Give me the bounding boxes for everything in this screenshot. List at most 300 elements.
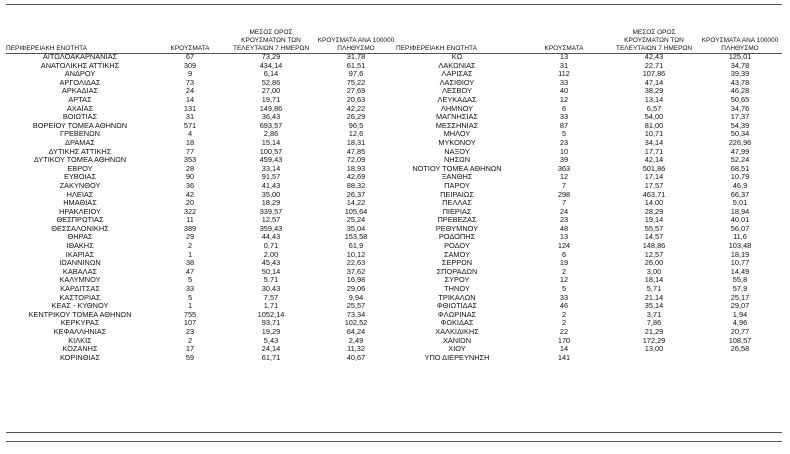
avg-7-days-value: 18,29 [261,199,281,208]
table-row [396,70,782,79]
avg-7-days-value: 0,71 [263,242,279,251]
avg-7-days-value: 359,43 [259,224,283,233]
avg-7-days-value: 28,29 [644,207,664,216]
region-name: ΡΕΘΥΜΝΟΥ [435,224,479,233]
per-100k-value: 5,01 [732,199,748,208]
table-row [396,156,782,165]
per-100k-value: 31,78 [346,53,366,61]
per-100k-value: 42,69 [346,173,366,182]
avg-7-days-value: 3,71 [646,310,662,319]
cases-value: 389 [183,224,197,233]
cases-value: 73 [185,78,195,87]
per-100k-value: 26,29 [346,113,366,122]
table-row [6,191,396,200]
region-name: ΔΡΑΜΑΣ [65,138,95,147]
region-name: ΓΡΕΒΕΝΩΝ [60,130,100,139]
avg-7-days-value: 30,43 [261,285,281,294]
per-100k-value: 153,58 [344,233,368,242]
cases-value: 755 [183,310,197,319]
table-row [396,165,782,174]
avg-7-days-value: 44,43 [261,233,281,242]
region-name: ΛΑΣΙΘΙΟΥ [439,78,475,87]
avg-7-days-value: 93,71 [261,319,281,328]
table-row [6,165,396,174]
per-100k-value: 17,37 [730,113,750,122]
per-100k-value: 226,96 [728,138,752,147]
cases-value: 33 [559,78,569,87]
cases-value: 10 [559,147,569,156]
avg-7-days-value: 6,57 [646,104,662,113]
table-row [396,139,782,148]
avg-7-days-value: 42,14 [644,156,664,165]
table-row [396,53,782,62]
avg-7-days-value: 54,00 [644,113,664,122]
table-row [6,302,396,311]
region-name: ΣΕΡΡΩΝ [441,259,473,268]
region-name: ΘΕΣΣΑΛΟΝΙΚΗΣ [51,224,109,233]
region-name: ΚΙΛΚΙΣ [68,336,92,345]
per-100k-value: 108,57 [728,336,752,345]
region-name: ΑΡΚΑΔΙΑΣ [61,87,99,96]
header-cases: ΚΡΟΥΣΜΑΤΑ [170,45,210,52]
per-100k-value: 43,78 [730,78,750,87]
per-100k-value: 55,8 [732,276,748,285]
cases-value: 2 [561,319,567,328]
cases-value: 9 [187,70,193,79]
per-100k-value: 12,6 [348,130,364,139]
table-row [396,285,782,294]
per-100k-value: 66,37 [730,190,750,199]
table-row [396,319,782,328]
per-100k-value: 40,67 [346,353,366,362]
per-100k-value: 14,49 [730,267,750,276]
cases-value: 2 [187,242,193,251]
table-row [396,216,782,225]
per-100k-value: 26,37 [346,190,366,199]
per-100k-value: 40,01 [730,216,750,225]
cases-value: 1 [187,302,193,311]
per-100k-value: 16,98 [346,276,366,285]
region-name: ΣΑΜΟΥ [443,250,471,259]
region-name: ΙΩΑΝΝΙΝΩΝ [59,259,101,268]
table-row [6,319,396,328]
avg-7-days-value: 2,86 [263,130,279,139]
per-100k-value: 25,24 [346,216,366,225]
cases-value: 46 [559,302,569,311]
cases-value: 87 [559,121,569,130]
regions-table-left [6,13,396,362]
avg-7-days-value: 73,29 [261,53,281,61]
cases-value: 23 [185,328,195,336]
cases-value: 2 [187,336,193,345]
bottom-rule-2 [6,441,782,442]
cases-value: 5 [187,276,193,285]
cases-value: 4 [187,130,193,139]
avg-7-days-value: 12,57 [644,250,664,259]
cases-value: 12 [559,95,569,104]
per-100k-value: 46,28 [730,87,750,96]
cases-value: 13 [559,53,569,61]
header-avg-line: ΤΕΛΕΥΤΑΙΩΝ 7 ΗΜΕΡΩΝ [615,45,693,52]
per-100k-value: 27,69 [346,87,366,96]
table-row [6,87,396,96]
region-name: ΚΑΣΤΟΡΙΑΣ [59,293,101,302]
per-100k-value: 20,77 [730,328,750,336]
table-row [396,276,782,285]
avg-7-days-value: 41,43 [261,181,281,190]
region-name: ΚΑΡΔΙΤΣΑΣ [60,285,100,294]
header-avg-line: ΤΕΛΕΥΤΑΙΩΝ 7 ΗΜΕΡΩΝ [232,45,310,52]
region-name: ΑΡΤΑΣ [68,95,92,104]
cases-value: 42 [185,190,195,199]
region-name: ΗΡΑΚΛΕΙΟΥ [59,207,101,216]
table-row [396,199,782,208]
region-name: ΑΝΑΤΟΛΙΚΗΣ ΑΤΤΙΚΗΣ [40,61,120,70]
cases-value: 90 [185,173,195,182]
per-100k-value: 105,64 [344,207,368,216]
avg-7-days-value: 36,43 [261,113,281,122]
table-row [6,148,396,157]
avg-7-days-value: 38,29 [644,87,664,96]
avg-7-days-value: 26,00 [644,259,664,268]
region-name: ΘΗΡΑΣ [67,233,93,242]
table-row [6,294,396,303]
region-name: ΦΘΙΩΤΙΔΑΣ [436,302,478,311]
per-100k-value: 34,76 [730,104,750,113]
avg-7-days-value: 459,43 [259,156,283,165]
cases-value: 22 [559,328,569,336]
avg-7-days-value: 27,00 [261,87,281,96]
per-100k-value: 1,94 [732,310,748,319]
avg-7-days-value: 463,71 [642,190,666,199]
table-row [6,328,396,337]
table-row [396,259,782,268]
avg-7-days-value: 2,00 [263,250,279,259]
region-name: ΑΧΑΪΑΣ [66,104,94,113]
table-row [6,53,396,62]
cases-value: 12 [559,173,569,182]
per-100k-value: 96,5 [348,121,364,130]
avg-7-days-value: 17,57 [644,181,664,190]
region-name: ΧΙΟΥ [448,345,466,354]
table-row [396,96,782,105]
avg-7-days-value: 19,71 [261,95,281,104]
table-row [6,345,396,354]
cases-value: 19 [559,259,569,268]
region-name: ΚΟΡΙΝΘΙΑΣ [59,353,101,362]
cases-value: 40 [559,87,569,96]
avg-7-days-value: 17,71 [644,147,664,156]
cases-value: 7 [561,199,567,208]
per-100k-value: 18,31 [346,138,366,147]
region-name: ΜΥΚΟΝΟΥ [438,138,476,147]
cases-value: 1 [187,250,193,259]
table-row [6,62,396,71]
table-row [396,337,782,346]
avg-7-days-value: 107,86 [642,70,666,79]
header-region: ΠΕΡΙΦΕΡΕΙΑΚΗ ΕΝΟΤΗΤΑ [396,45,477,52]
table-row [396,311,782,320]
region-name: ΛΕΥΚΑΔΑΣ [437,95,477,104]
region-name: ΛΑΡΙΣΑΣ [441,70,473,79]
cases-value: 107 [183,319,197,328]
per-100k-value: 29,06 [346,285,366,294]
table-row [396,105,782,114]
region-name: ΘΕΣΠΡΩΤΙΑΣ [56,216,104,225]
region-name: ΚΩ [451,53,463,61]
avg-7-days-value: 52,86 [261,78,281,87]
cases-value: 24 [559,207,569,216]
avg-7-days-value: 45,43 [261,259,281,268]
region-name: ΚΕΑΣ - ΚΥΘΝΟΥ [51,302,109,311]
avg-7-days-value: 149,86 [259,104,283,113]
region-name: ΚΑΛΥΜΝΟΥ [59,276,101,285]
region-name: ΕΥΒΟΙΑΣ [63,173,97,182]
table-row [6,285,396,294]
table-row [396,87,782,96]
avg-7-days-value: 81,00 [644,121,664,130]
region-name: ΛΕΣΒΟΥ [442,87,472,96]
table-row [396,328,782,337]
per-100k-value: 14,22 [346,199,366,208]
avg-7-days-value: 100,57 [259,147,283,156]
avg-7-days-value: 339,57 [259,207,283,216]
region-name: ΚΕΝΤΡΙΚΟΥ ΤΟΜΕΑ ΑΘΗΝΩΝ [28,310,132,319]
per-100k-value: 29,07 [730,302,750,311]
cases-value: 31 [559,61,569,70]
cases-value: 18 [185,138,195,147]
region-name: ΥΠΟ ΔΙΕΡΕΥΝΗΣΗ [424,353,490,362]
avg-7-days-value: 13,00 [644,345,664,354]
table-row [6,242,396,251]
per-100k-value: 11,6 [733,233,747,242]
header-per100k-line: ΠΛΗΘΥΣΜΟ [337,45,375,52]
table-row [6,182,396,191]
per-100k-value: 2,49 [348,336,364,345]
avg-7-days-value: 42,43 [644,53,664,61]
table-row [396,354,782,363]
region-name: ΚΑΒΑΛΑΣ [62,267,98,276]
avg-7-days-value: 34,14 [644,138,664,147]
table-row [6,79,396,88]
table-row [396,302,782,311]
table-row [6,268,396,277]
cases-value: 17 [185,345,195,354]
region-name: ΒΟΡΕΙΟΥ ΤΟΜΕΑ ΑΘΗΝΩΝ [32,121,128,130]
cases-value: 14 [559,345,569,354]
table-row [6,259,396,268]
table-row [396,173,782,182]
per-100k-value: 68,51 [730,164,750,173]
per-100k-value: 52,24 [730,156,750,165]
table-row [396,130,782,139]
header-per100k-line: ΚΡΟΥΣΜΑΤΑ ΑΝΑ 100000 [317,37,395,44]
cases-value: 2 [561,310,567,319]
per-100k-value: 25,57 [346,302,366,311]
avg-7-days-value: 14,00 [644,199,664,208]
avg-7-days-value: 10,71 [644,130,664,139]
table-row [396,113,782,122]
table-row [6,216,396,225]
region-name: ΔΥΤΙΚΟΥ ΤΟΜΕΑ ΑΘΗΝΩΝ [33,156,127,165]
table-row [6,251,396,260]
region-name: ΤΡΙΚΑΛΩΝ [438,293,476,302]
region-name: ΛΗΜΝΟΥ [440,104,474,113]
per-100k-value: 72,09 [346,156,366,165]
region-name: ΠΙΕΡΙΑΣ [442,207,472,216]
per-100k-value: 10,12 [346,250,366,259]
per-100k-value: 20,63 [346,95,366,104]
per-100k-value: 11,32 [347,345,365,354]
region-name: ΜΕΣΣΗΝΙΑΣ [435,121,479,130]
cases-value: 77 [185,147,195,156]
region-name: ΒΟΙΩΤΙΑΣ [62,113,98,122]
table-row [6,354,396,363]
table-row [6,311,396,320]
table-row [396,233,782,242]
per-100k-value: 125,01 [728,53,752,61]
cases-value: 12 [559,276,569,285]
table-row [396,79,782,88]
header-cases-per-100k [316,13,396,53]
cases-value: 29 [185,233,195,242]
region-name: ΚΟΖΑΝΗΣ [62,345,98,354]
avg-7-days-value: 21,29 [644,328,664,336]
cases-value: 23 [559,138,569,147]
header-avg-line: ΜΕΣΟΣ ΟΡΟΣ [632,29,676,36]
per-100k-value: 18,94 [730,207,750,216]
avg-7-days-value: 1,71 [263,302,279,311]
cases-value: 33 [559,293,569,302]
avg-7-days-value: 47,14 [644,78,664,87]
cases-value: 124 [557,242,571,251]
region-name: ΞΑΝΘΗΣ [441,173,473,182]
table-row [6,122,396,131]
table-row [6,139,396,148]
avg-7-days-value: 61,71 [261,353,281,362]
per-100k-value: 22,63 [346,259,366,268]
cases-value: 38 [185,259,195,268]
cases-value: 28 [185,164,195,173]
region-name: ΠΑΡΟΥ [444,181,470,190]
table-row [396,225,782,234]
region-name: ΑΝΔΡΟΥ [64,70,96,79]
header-row [396,13,782,53]
table-row [396,294,782,303]
avg-7-days-value: 501,86 [642,164,666,173]
per-100k-value: 50,65 [730,95,750,104]
avg-7-days-value: 5,71 [646,285,662,294]
cases-value: 36 [185,181,195,190]
avg-7-days-value: 434,14 [259,61,283,70]
per-100k-value: 18,93 [346,164,366,173]
avg-7-days-value: 5,71 [263,276,279,285]
avg-7-days-value: 35,14 [644,302,664,311]
per-100k-value: 56,07 [730,224,750,233]
per-100k-value: 54,39 [730,121,750,130]
region-name: ΡΟΔΟΥ [444,242,470,251]
avg-7-days-value: 33,14 [261,164,281,173]
header-rule [6,53,782,54]
cases-value: 48 [559,224,569,233]
header-avg-line: ΚΡΟΥΣΜΑΤΩΝ ΤΩΝ [241,37,301,44]
cases-value: 23 [559,216,569,225]
region-name: ΧΑΛΚΙΔΙΚΗΣ [435,328,479,336]
per-100k-value: 75,22 [346,78,366,87]
per-100k-value: 25,17 [730,293,750,302]
cases-value: 67 [185,53,195,61]
region-name: ΙΘΑΚΗΣ [66,242,94,251]
region-name: ΑΙΤΩΛΟΑΚΑΡΝΑΝΙΑΣ [42,53,118,61]
per-100k-value: 97,6 [348,70,364,79]
region-name: ΤΗΝΟΥ [444,285,470,294]
per-100k-value: 57,9 [732,285,748,294]
cases-value: 39 [559,156,569,165]
per-100k-value: 61,51 [346,61,366,70]
region-name: ΔΥΤΙΚΗΣ ΑΤΤΙΚΗΣ [48,147,112,156]
cases-value: 322 [183,207,197,216]
avg-7-days-value: 91,57 [261,173,281,182]
table-row [6,337,396,346]
avg-7-days-value: 18,14 [644,276,664,285]
region-name: ΑΡΓΟΛΙΔΑΣ [59,78,101,87]
region-name: ΡΟΔΟΠΗΣ [438,233,476,242]
avg-7-days-value: 3,00 [646,267,662,276]
region-name: ΝΗΣΩΝ [443,156,471,165]
region-name: ΜΑΓΝΗΣΙΑΣ [436,113,478,122]
per-100k-value: 10,77 [730,259,750,268]
per-100k-value: 61,9 [348,242,364,251]
per-100k-value: 18,19 [730,250,750,259]
region-name: ΝΟΤΙΟΥ ΤΟΜΕΑ ΑΘΗΝΩΝ [412,164,502,173]
avg-7-days-value: 19,29 [261,328,281,336]
table-row [396,345,782,354]
region-name: ΖΑΚΥΝΘΟΥ [59,181,101,190]
header-cases-per-100k [698,13,782,53]
region-name: ΠΕΙΡΑΙΩΣ [440,190,474,199]
cases-value: 6 [561,250,567,259]
per-100k-value: 42,22 [346,104,366,113]
cases-value: 2 [561,267,567,276]
cases-value: 20 [185,199,195,208]
per-100k-value: 39,39 [730,70,750,79]
header-avg-7-days [610,13,698,53]
cases-value: 112 [558,70,570,79]
regions-table-right [396,13,782,362]
per-100k-value [698,354,782,363]
cases-value: 5 [187,293,193,302]
per-100k-value: 103,48 [728,242,752,251]
per-100k-value: 34,78 [730,61,750,70]
table-row [396,191,782,200]
cases-value: 170 [557,336,571,345]
per-100k-value: 10,79 [730,173,750,182]
table-row [6,70,396,79]
region-name: ΠΡΕΒΕΖΑΣ [437,216,477,225]
table-row [396,182,782,191]
avg-7-days-value: 13,14 [644,95,664,104]
region-name: ΛΑΚΩΝΙΑΣ [438,61,476,70]
region-name: ΦΩΚΙΔΑΣ [440,319,474,328]
header-cases: ΚΡΟΥΣΜΑΤΑ [544,45,584,52]
cases-value: 131 [183,104,197,113]
avg-7-days-value: 7,86 [646,319,662,328]
header-avg-line: ΚΡΟΥΣΜΑΤΩΝ ΤΩΝ [624,37,684,44]
cases-value: 47 [185,267,195,276]
cases-value: 7 [561,181,567,190]
avg-7-days-value: 14,57 [644,233,664,242]
region-name: ΜΗΛΟΥ [443,130,471,139]
